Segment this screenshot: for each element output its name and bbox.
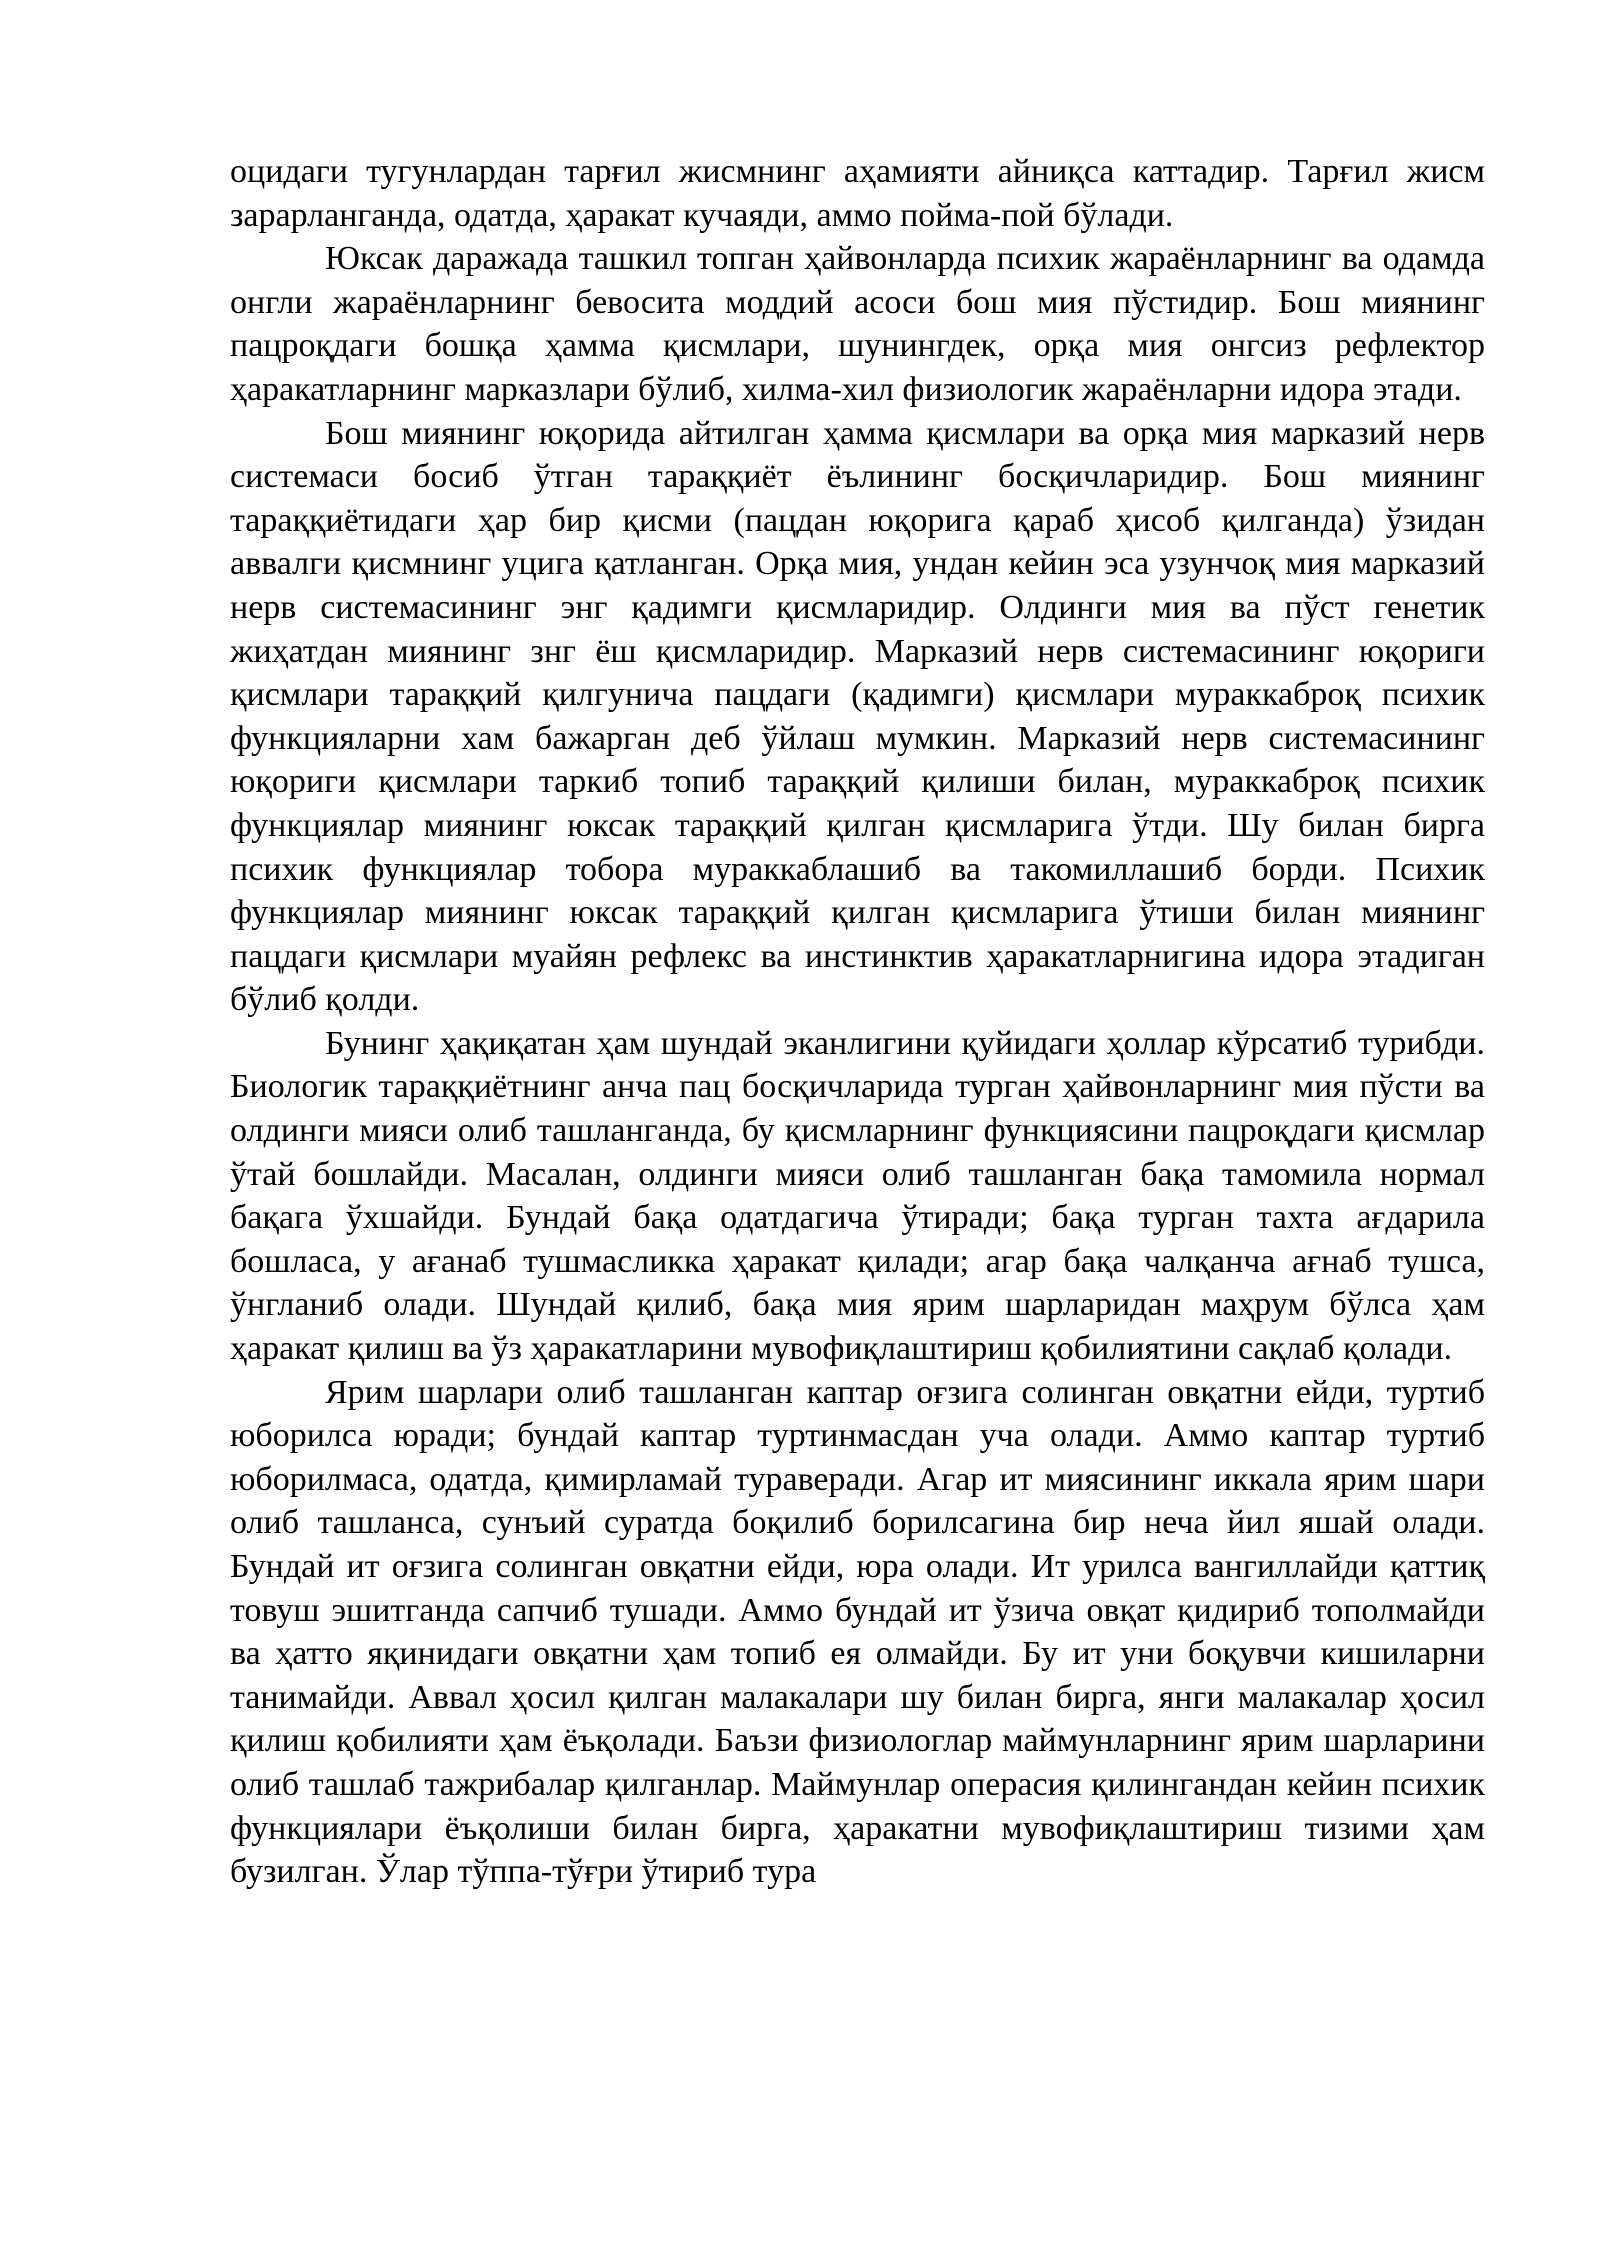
paragraph-evolution-stages: Бош миянинг юқорида айтилган ҳамма қисмлари ва орқа мия марказий нерв системаси босиб ўтган тараққиёт ёълининг босқичларидир. Бош миянинг тараққиётидаги ҳар бир қисми (пацдан юқорига қараб ҳисоб қилганда) ўзидан аввалги қисмнинг уцига қатланган. Орқа мия, ундан кейин эса узунчоқ мия марказий нерв системасининг энг қадимги қисмларидир. Олдинги мия ва пўст генетик жиҳатдан миянинг знг ёш қисмларидир. Марказий нерв системасининг юқориги қисмлари тараққий қилгунича пацдаги (қадимги) қисмлари мураккаброқ психик функцияларни хам бажарган деб ўйлаш мумкин. Марказий нерв системасининг юқориги қисмлари таркиб топиб тараққий қилиши билан, мураккаброқ психик функциялар миянинг юксак тараққий қилган қисмларига ўтди. Шу билан бирга психик функциялар тобора мураккаблашиб ва такомиллашиб борди. Психик функциялар миянинг юксак тараққий қилган қисмларига ўтиши билан миянинг пацдаги қисмлари муайян рефлекс ва инстинктив ҳаракатларнигина идора этадиган бўлиб қолди.	[230, 414, 1485, 1019]
paragraph-continuation: оцидаги тугунлардан тарғил жисмнинг аҳамияти айниқса каттадир. Тарғил жисм зарарланганда, одатда, ҳаракат кучаяди, аммо пойма-пой бўлади.	[230, 153, 1485, 234]
document-page	[230, 150, 1485, 1894]
paragraph-brain-cortex: Юксак даражада ташкил топган ҳайвонларда психик жараёнларнинг ва одамда онгли жараёнларнинг бевосита моддий асоси бош мия пўстидир. Бош миянинг пацроқдаги бошқа ҳамма қисмлари, шунингдек, орқа мия онгсиз рефлектор ҳаракатларнинг марказлари бўлиб, хилма-хил физиологик жараёнларни идора этади.	[230, 240, 1485, 408]
paragraph-pigeon-dog-experiment: Ярим шарлари олиб ташланган каптар оғзига солинган овқатни ейди, туртиб юборилса юради; бундай каптар туртинмасдан уча олади. Аммо каптар туртиб юборилмаса, одатда, қимирламай тураверади. Агар ит миясининг иккала ярим шари олиб ташланса, сунъий суратда боқилиб борилсагина бир неча йил яшай олади. Бундай ит оғзига солинган овқатни ейди, юра олади. Ит урилса вангиллайди қаттиқ товуш эшитганда сапчиб тушади. Аммо бундай ит ўзича овқат қидириб тополмайди ва ҳатто яқинидаги овқатни ҳам топиб ея олмайди. Бу ит уни боқувчи кишиларни танимайди. Аввал ҳосил қилган малакалари шу билан бирга, янги малакалар ҳосил қилиш қобилияти ҳам ёъқолади. Баъзи физиологлар маймунларнинг ярим шарларини олиб ташлаб тажрибалар қилганлар. Маймунлар операсия қилингандан кейин психик функциялари ёъқолиши билан бирга, ҳаракатни мувофиқлаштириш тизими ҳам бузилган. Ўлар тўппа-тўғри ўтириб тура	[230, 1373, 1485, 1891]
paragraph-frog-experiment: Бунинг ҳақиқатан ҳам шундай эканлигини қуйидаги ҳоллар кўрсатиб турибди. Биологик тараққиётнинг анча пац босқичларида турган ҳайвонларнинг мия пўсти ва олдинги мияси олиб ташланганда, бу қисмларнинг функциясини пацроқдаги қисмлар ўтай бошлайди. Масалан, олдинги мияси олиб ташланган бақа тамомила нормал бақага ўхшайди. Бундай бақа одатдагича ўтиради; бақа турган тахта ағдарила бошласа, у ағанаб тушмасликка ҳаракат қилади; агар бақа чалқанча ағнаб тушса, ўнгланиб олади. Шундай қилиб, бақа мия ярим шарларидан маҳрум бўлса ҳам ҳаракат қилиш ва ўз ҳаракатларини мувофиқлаштириш қобилиятини сақлаб қолади.	[230, 1024, 1485, 1368]
